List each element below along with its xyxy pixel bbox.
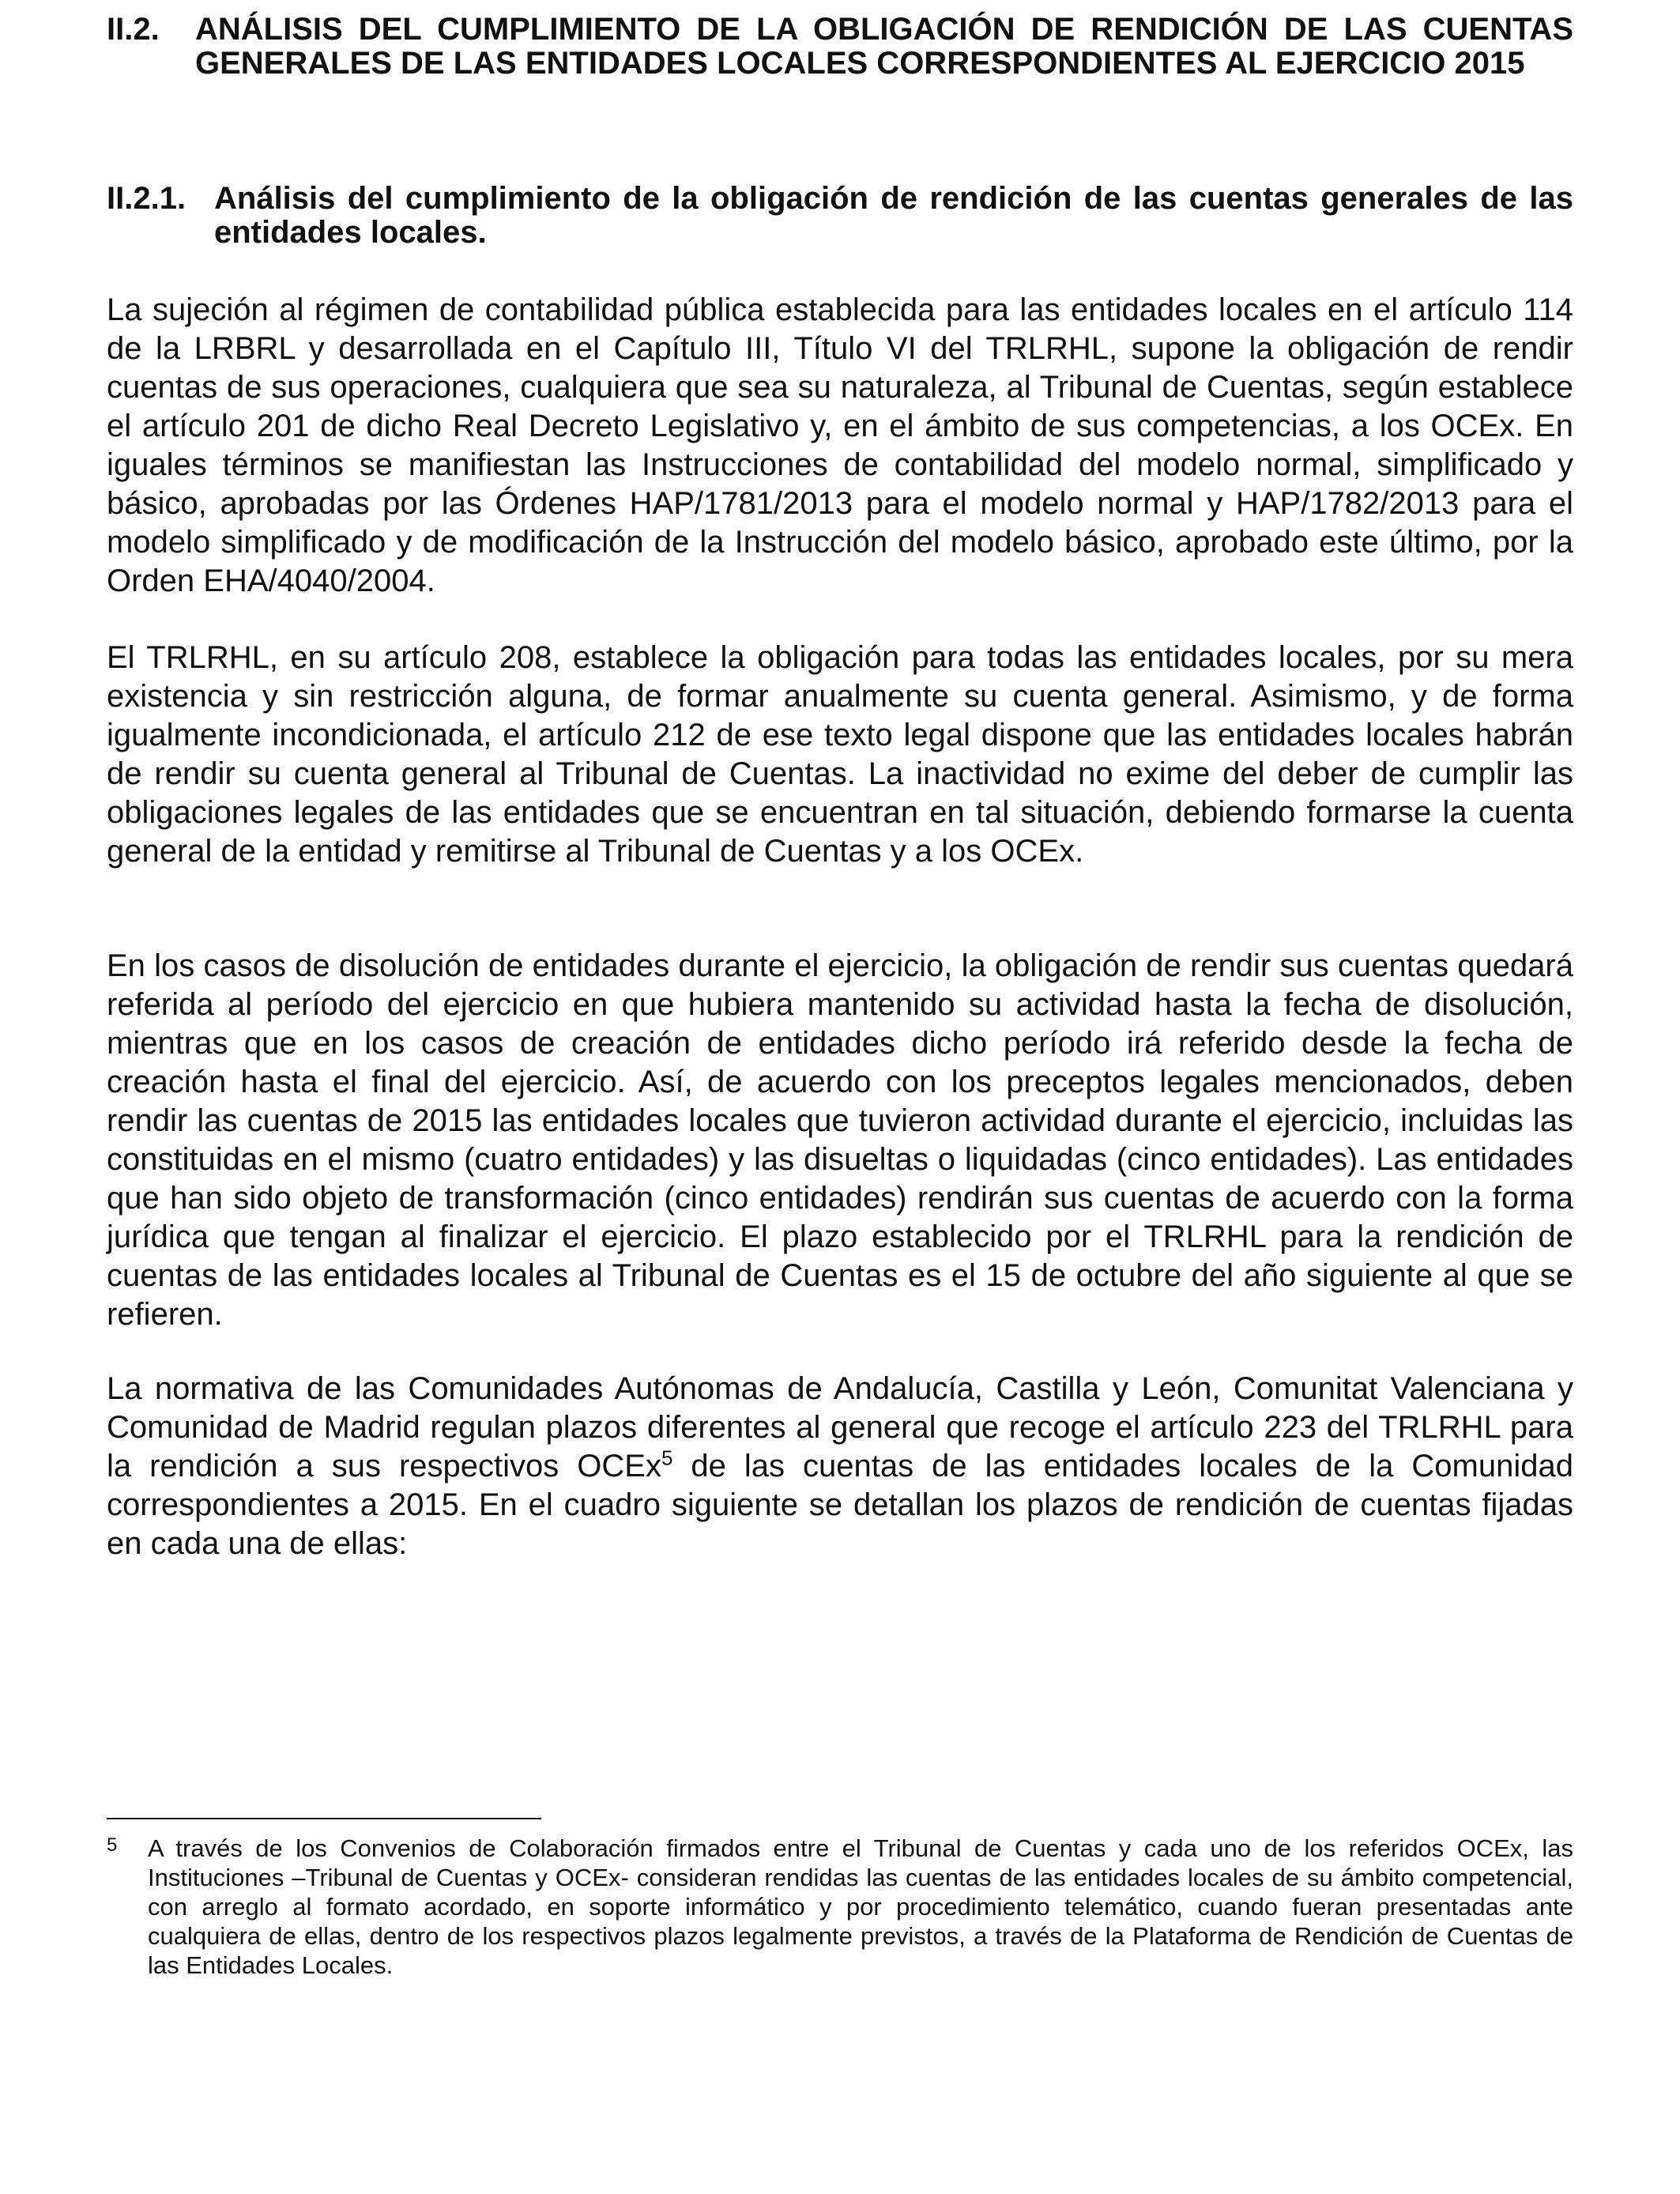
- section-number: II.2.: [107, 12, 160, 47]
- body-paragraph-1: La sujeción al régimen de contabilidad pública establecida para las entidades locales en el artículo 114 de la LRBRL y desarrollada en el Capítulo III, Título VI del TRLRHL, supone la obligación de rendir cuentas de sus operaciones, cualquiera que sea su naturaleza, al Tribunal de Cuentas, según establece el artículo 201 de dicho Real Decreto Legislativo y, en el ámbito de sus competencias, a los OCEx. En iguales términos se manifiestan las Instrucciones de contabilidad del modelo normal, simplificado y básico, aprobadas por las Órdenes HAP/1781/2013 para el modelo normal y HAP/1782/2013 para el modelo simplificado y de modificación de la Instrucción del modelo básico, aprobado este último, por la Orden EHA/4040/2004.: [107, 292, 1573, 598]
- body-paragraph-2: El TRLRHL, en su artículo 208, establece la obligación para todas las entidades locales, por su mera existencia y sin restricción alguna, de formar anualmente su cuenta general. Asimismo, y de forma igualmente incondicionada, el artículo 212 de ese texto legal dispone que las entidades locales habrán de rendir su cuenta general al Tribunal de Cuentas. La inactividad no exime del deber de cumplir las obligaciones legales de las entidades que se encuentran en tal situación, debiendo formarse la cuenta general de la entidad y remitirse al Tribunal de Cuentas y a los OCEx.: [107, 640, 1573, 869]
- body-paragraph-3: En los casos de disolución de entidades durante el ejercicio, la obligación de rendir sus cuentas quedará referida al período del ejercicio en que hubiera mantenido su actividad hasta la fecha de disolución, mientras que en los casos de creación de entidades dicho período irá referido desde la fecha de creación hasta el final del ejercicio. Así, de acuerdo con los preceptos legales mencionados, deben rendir las cuentas de 2015 las entidades locales que tuvieron actividad durante el ejercicio, incluidas las constituidas en el mismo (cuatro entidades) y las disueltas o liquidadas (cinco entidades). Las entidades que han sido objeto de transformación (cinco entidades) rendirán sus cuentas de acuerdo con la forma jurídica que tengan al finalizar el ejercicio. El plazo establecido por el TRLRHL para la rendición de cuentas de las entidades locales al Tribunal de Cuentas es el 15 de octubre del año siguiente al que se refieren.: [107, 948, 1573, 1332]
- body-paragraph-4: [107, 1370, 1573, 1563]
- section-heading-ii-2: [107, 13, 1573, 81]
- footnote-text: A través de los Convenios de Colaboración firmados entre el Tribunal de Cuentas y cada uno de los referidos OCEx, las Instituciones –Tribunal de Cuentas y OCEx- consideran rendidas las cuentas de las entidades locales de su ámbito competencial, con arreglo al formato acordado, en soporte informático y por procedimiento telemático, cuando fueran presentadas ante cualquiera de ellas, dentro de los respectivos plazos legalmente previstos, a través de la Plataforma de Rendición de Cuentas de las Entidades Locales.: [148, 1834, 1573, 1979]
- footnote-number: 5: [107, 1834, 118, 1856]
- subsection-number: II.2.1.: [107, 181, 186, 216]
- subsection-title: Análisis del cumplimiento de la obligación de rendición de las cuentas generales de las entidades locales.: [214, 181, 1573, 250]
- footnote-separator: [107, 1818, 541, 1819]
- footnote: [107, 1834, 1573, 1980]
- section-title: ANÁLISIS DEL CUMPLIMIENTO DE LA OBLIGACIÓN DE RENDICIÓN DE LAS CUENTAS GENERALES DE LAS ENTIDADES LOCALES CORRESPONDIENTES AL EJERCICIO 2015: [195, 12, 1573, 81]
- paragraph-text-before-ref: La normativa de las Comunidades Autónomas de Andalucía, Castilla y León, Comunitat Valenciana y Comunidad de Madrid regulan plazos diferentes al general que recoge el artículo 223 del TRLRHL para la rendición a sus respectivos OCEx: [107, 1371, 1573, 1483]
- footnote-reference[interactable]: 5: [661, 1446, 673, 1470]
- paragraph-text-after-ref: de las cuentas de las entidades locales de la Comunidad correspondientes a 2015. En el cuadro siguiente se detallan los plazos de rendición de cuentas fijadas en cada una de ellas:: [107, 1449, 1573, 1561]
- subsection-heading-ii-2-1: [107, 182, 1573, 250]
